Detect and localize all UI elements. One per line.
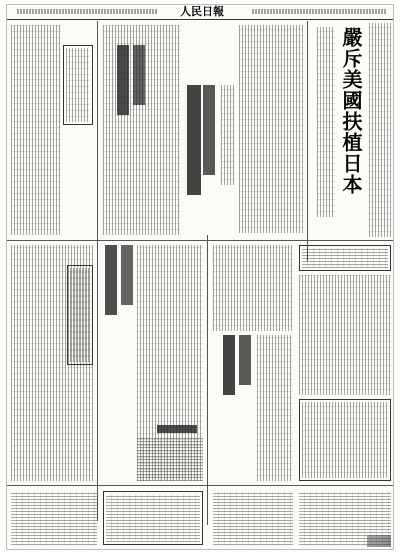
- article-text: [213, 245, 293, 331]
- headline: [157, 425, 197, 433]
- headline: [187, 85, 201, 195]
- section-rule: [7, 485, 394, 486]
- boxed-column-text: [106, 494, 200, 542]
- boxed-column-text: [302, 402, 388, 478]
- article-text: [213, 491, 293, 545]
- headline: [121, 245, 133, 305]
- boxed-column: [63, 45, 93, 125]
- headline: [117, 45, 129, 115]
- newspaper-page: [6, 4, 394, 550]
- boxed-column: [299, 245, 391, 271]
- lead-subhead: [317, 27, 335, 217]
- article-text: [11, 491, 97, 545]
- masthead: [7, 5, 393, 20]
- boxed-column: [299, 399, 391, 481]
- boxed-column-text: [66, 48, 90, 122]
- headline: [105, 245, 117, 315]
- column-rule: [97, 21, 98, 521]
- headline: [223, 335, 235, 395]
- headline: [133, 45, 145, 105]
- article-text: [257, 335, 293, 481]
- headline: [239, 335, 251, 385]
- column-rule: [207, 235, 208, 525]
- lead-article-text: [369, 23, 391, 237]
- subhead: [221, 85, 235, 185]
- article-text: [239, 25, 303, 233]
- lead-headline: 嚴斥美國扶植日本: [339, 27, 363, 195]
- boxed-column: [103, 491, 203, 545]
- section-rule: [7, 240, 394, 241]
- masthead-info-left: [17, 9, 157, 14]
- boxed-column-text: [70, 268, 90, 362]
- masthead-info-right: [252, 9, 387, 14]
- article-text: [11, 25, 61, 235]
- boxed-column-text: [302, 248, 388, 268]
- article-text: [137, 437, 203, 481]
- column-rule: [307, 21, 308, 261]
- boxed-column: [67, 265, 93, 365]
- photo: [367, 535, 391, 547]
- article-text: [299, 275, 391, 395]
- newspaper-title: 人民日報: [180, 5, 224, 18]
- headline: [203, 85, 215, 175]
